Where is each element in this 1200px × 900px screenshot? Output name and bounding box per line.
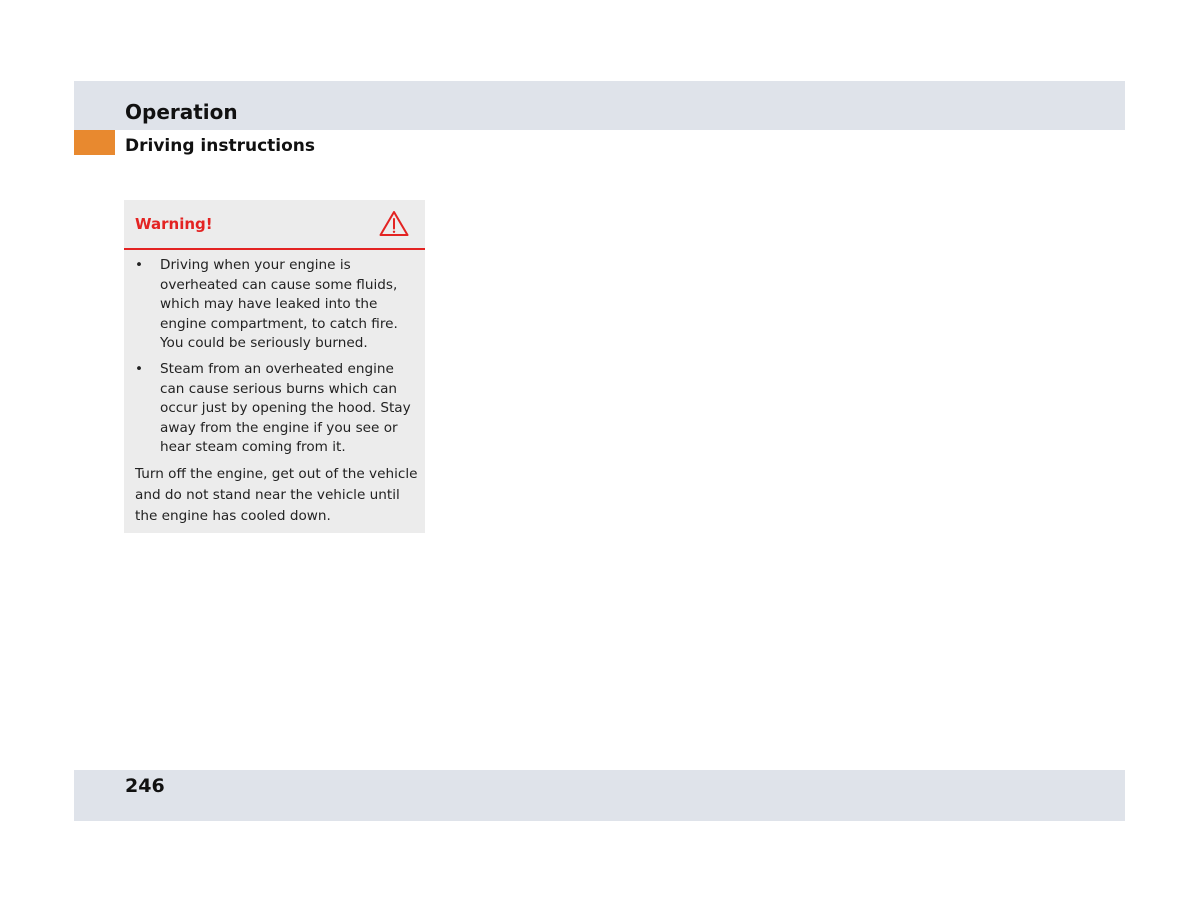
warning-label: Warning! bbox=[135, 215, 213, 233]
bullet-dot: • bbox=[135, 360, 144, 377]
list-item bbox=[135, 360, 420, 458]
subsection-title: Driving instructions bbox=[125, 136, 316, 156]
bullet-text: Driving when your engine is overheated can cause some fluids, which may have leaked into the engine compartment, to catch fire. You could be seriously burned. bbox=[160, 257, 398, 352]
warning-closing-text: Turn off the engine, get out of the vehicle and do not stand near the vehicle until the engine has cooled down. bbox=[135, 465, 418, 524]
section-title: Operation bbox=[125, 100, 238, 124]
page-number: 246 bbox=[125, 775, 165, 797]
warning-bullet-list bbox=[135, 256, 420, 458]
warning-box bbox=[124, 200, 425, 533]
list-item bbox=[135, 256, 420, 354]
warning-body bbox=[135, 256, 420, 527]
bullet-dot: • bbox=[135, 257, 144, 273]
warning-header bbox=[124, 200, 425, 250]
footer-band bbox=[74, 770, 1125, 821]
warning-triangle-icon bbox=[379, 210, 409, 237]
bullet-text: Steam from an overheated engine can cause serious burns which can occur just by opening the hood. Stay away from the engine if you see or hear steam coming from it. bbox=[160, 360, 411, 456]
section-tab-marker bbox=[74, 130, 115, 155]
